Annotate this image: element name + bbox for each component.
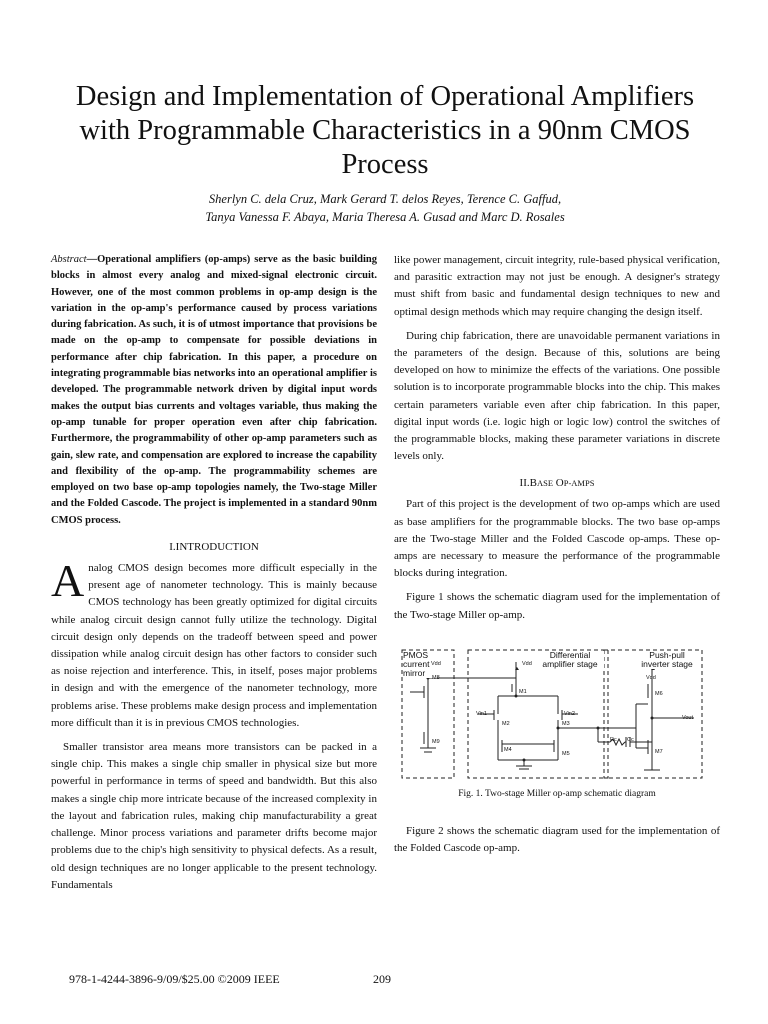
authors-line-1: Sherlyn C. dela Cruz, Mark Gerard T. delos Reyes, Terence C. Gaffud, [208, 192, 562, 206]
paper-title: Design and Implementation of Operational Amplifiers with Programmable Characteristics in a 90nm CMOS Process [75, 81, 695, 180]
section-2-title-b: B [529, 477, 537, 490]
figure-vout: Vout [682, 714, 694, 721]
figure-label-push-pull: Push-pull inverter stage [634, 651, 700, 669]
section-1-title: INTRODUCTION [175, 541, 259, 554]
figure-label-differential: Differential amplifier stage [536, 651, 604, 669]
abstract [51, 252, 377, 529]
figure-1-caption: Fig. 1. Two-stage Miller op-amp schematic diagram [458, 788, 656, 799]
figure-vin2: Vin2 [564, 710, 575, 717]
figure-vdd-right: Vdd [646, 674, 656, 681]
section-1-heading [51, 539, 377, 556]
left-column [51, 252, 377, 901]
section-2-heading [394, 475, 720, 492]
figure-m5: M5 [562, 750, 570, 757]
section-2-title-o: O [553, 477, 564, 490]
figure-rc: Rc [610, 736, 617, 743]
figure-m2: M2 [502, 720, 510, 727]
section-2-title-ase: ASE [536, 478, 554, 489]
abstract-dash: — [86, 254, 98, 265]
intro-paragraph-4: During chip fabrication, there are unavoidable permanent variations in the parameters of the design. Because of this, solutions are being developed on how to minimize the effects of the variations. One possible solution is to incorporate programmable blocks into the chip. This makes certain parameters variable even after chip fabrication. In this paper, digital input words (i.e. logic high or logic low) control the switches of the programmable blocks, making these parameter variations in discrete levels only. [394, 329, 720, 463]
figure-m7: M7 [655, 748, 663, 755]
figure-vdd-center: Vdd [522, 660, 532, 667]
section-1-number: I. [169, 541, 176, 554]
figure-m4: M4 [504, 746, 512, 753]
intro-paragraph-2: Smaller transistor area means more transistors can be packed in a single chip. This makes a single chip smaller in physical size but more powerful in performance in terms of speed and bandwidth. But this also makes a single chip more intricate because of the increased complexity in the layout and fabrication rules, making chip manufacturability a great challenge. Minor process variations and parameter drifts become major problems due to the chip's high sensitivity to physical defects. As a result, old design techniques are no longer applicable to the present technology. Fundamentals [51, 741, 377, 891]
figure-m1: M1 [519, 688, 527, 695]
figure-m8: M8 [432, 674, 440, 681]
base-opamps-paragraph-3: Figure 2 shows the schematic diagram used for the implementation of the Folded Cascode op-amp. [394, 825, 720, 855]
authors-line-2: Tanya Vanessa F. Abaya, Maria Theresa A. Gusad and Marc D. Rosales [205, 210, 565, 224]
figure-m3: M3 [562, 720, 570, 727]
footer-isbn: 978-1-4244-3896-9/09/$25.00 ©2009 IEEE [69, 972, 280, 986]
section-2-number: II. [519, 477, 530, 490]
abstract-body: Operational amplifiers (op-amps) serve as the basic building blocks in almost every analog and mixed-signal electronic circuit. However, one of the most common problems in op-amp design is the variation in the op-amp's performance caused by process variations during fabrication. As such, it is of utmost importance that provisions be made on the op-amp to compensate for possible deviations in performance after chip fabrication. In this paper, a procedure on integrating programmable bias networks into an operational amplifier is developed. The programmable network driven by digital input words makes the output bias currents and voltages variable, thus making the op-amp tunable for proper operation even after chip fabrication. Furthermore, the programmability of other op-amp parameters such as gain, slew rate, and compensation are explored to increase the capability and flexibility of the op-amp. The programmability schemes are employed on two base op-amp topologies namely, the Two-stage Miller and the Folded Cascode. The project is implemented in a standard 90nm CMOS process. [51, 254, 377, 526]
drop-cap: A [51, 555, 85, 607]
figure-vin1: Vin1 [476, 710, 487, 717]
figure-m6: M6 [655, 690, 663, 697]
figure-1-schematic [398, 648, 718, 780]
abstract-lead: Abstract [51, 254, 87, 265]
intro-paragraph-1 [51, 555, 377, 732]
right-column [394, 252, 720, 864]
author-list [60, 190, 710, 226]
intro-paragraph-3: like power management, circuit integrity, rule-based physical verification, and parasitic extraction may not just be enough. A designer's strategy must shift from basic and fundamental design techniques to new and optimal design methods which may require changing the design itself. [394, 254, 720, 318]
intro-paragraph-1-text: nalog CMOS design becomes more difficult especially in the present age of nanometer technology. This is mainly because CMOS technology has been greatly optimized for digital circuits while analog circuit design cannot fully utilize the technology. Digital circuit design only depends on the tradeoff between speed and power dissipation while analog circuit design has other factors to consider such as noise rejection and interference. This, in itself, poses major problems in design and with the emergence of the nanometer technology, more problems arise. These problems make design process and implementation more difficult than it is in previous CMOS technologies. [51, 562, 377, 729]
figure-vdd-left: Vdd [431, 660, 441, 667]
figure-m9: M9 [432, 738, 440, 745]
figure-cc: Cc [627, 736, 634, 743]
page-number: 209 [373, 972, 391, 986]
base-opamps-paragraph-1: Part of this project is the development of two op-amps which are used as base amplifiers for the programmable blocks. The two base op-amps are the Two-stage Miller and the Folded Cascode op-amps. These op-amps are necessary to measure the performance of the programmable blocks during integration. [394, 498, 720, 580]
base-opamps-paragraph-2: Figure 1 shows the schematic diagram used for the implementation of the Two-stage Miller op-amp. [394, 591, 720, 621]
figure-label-pmos: PMOS current mirror [403, 651, 437, 678]
section-2-title-pamps: P-AMPS [563, 478, 595, 489]
